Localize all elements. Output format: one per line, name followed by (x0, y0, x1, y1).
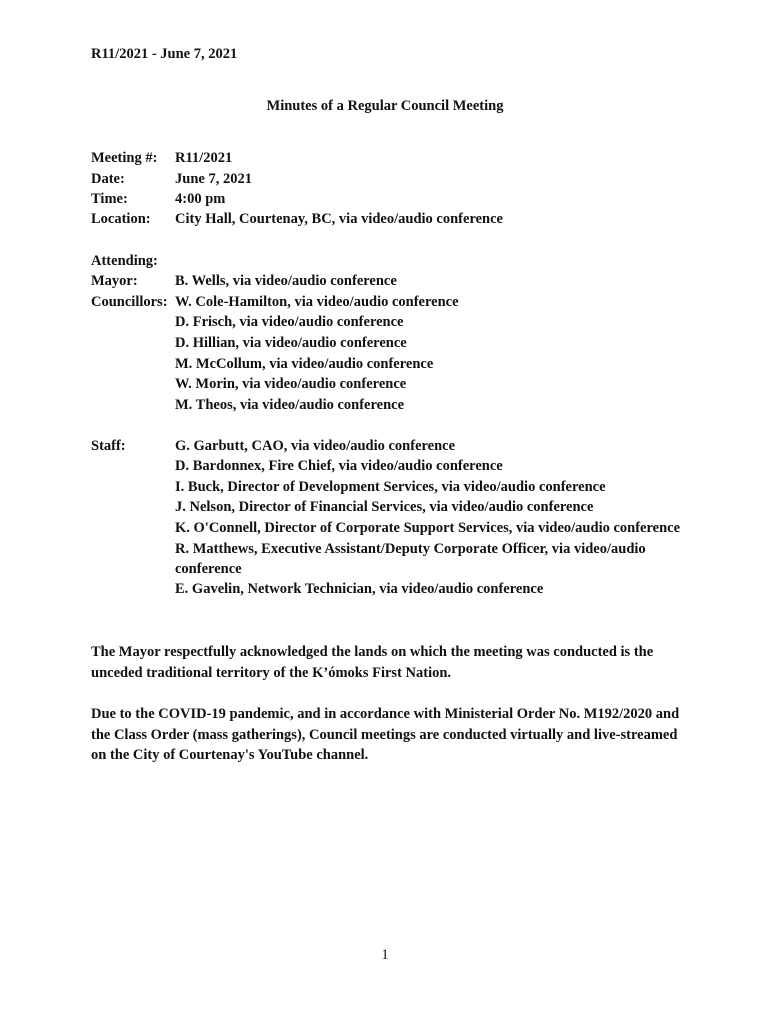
document-title: Minutes of a Regular Council Meeting (266, 98, 504, 114)
time-value: 4:00 pm (175, 191, 226, 207)
mayor-row (91, 273, 397, 290)
header-reference: R11/2021 - June 7, 2021 (91, 46, 238, 62)
page-number: 1 (381, 947, 389, 963)
councillor-item: M. McCollum, via video/audio conference (175, 356, 434, 372)
meeting-number-row (91, 150, 233, 167)
attending-heading-text: Attending: (91, 253, 158, 269)
councillors-label: Councillors: (91, 294, 168, 310)
staff-item: K. O'Connell, Director of Corporate Support Services, via video/audio conference (175, 520, 681, 536)
meeting-number-value: R11/2021 (175, 150, 233, 166)
staff-item: I. Buck, Director of Development Services, via video/audio conference (175, 479, 606, 495)
time-label: Time: (91, 191, 128, 207)
location-value: City Hall, Courtenay, BC, via video/audio conference (175, 211, 503, 227)
staff-item: D. Bardonnex, Fire Chief, via video/audio conference (175, 458, 503, 474)
time-row (91, 191, 226, 208)
date-value: June 7, 2021 (175, 171, 252, 187)
mayor-value: B. Wells, via video/audio conference (175, 273, 397, 289)
land-acknowledgement-paragraph: The Mayor respectfully acknowledged the lands on which the meeting was conducted is the unceded traditional territory of the K’ómoks First Nation. (91, 644, 654, 681)
staff-item: E. Gavelin, Network Technician, via video/audio conference (175, 581, 544, 597)
date-row (91, 171, 252, 188)
staff-row (91, 438, 175, 455)
staff-label: Staff: (91, 438, 126, 454)
location-row (91, 211, 503, 228)
date-label: Date: (91, 171, 125, 187)
staff-item: J. Nelson, Director of Financial Services, via video/audio conference (175, 499, 594, 515)
councillor-item: D. Hillian, via video/audio conference (175, 335, 407, 351)
meeting-number-label: Meeting #: (91, 150, 158, 166)
staff-item: R. Matthews, Executive Assistant/Deputy Corporate Officer, via video/audio (175, 541, 646, 557)
staff-item-continuation: conference (175, 561, 242, 577)
councillors-row (91, 294, 175, 311)
covid-notice-paragraph: Due to the COVID-19 pandemic, and in accordance with Ministerial Order No. M192/2020 and the Class Order (mass gatherings), Council meetings are conducted virtually and live-streamed on the City of Courtenay's YouTube channel. (91, 706, 680, 763)
mayor-label: Mayor: (91, 273, 138, 289)
councillor-item: W. Morin, via video/audio conference (175, 376, 407, 392)
councillor-item: D. Frisch, via video/audio conference (175, 314, 404, 330)
councillor-item: M. Theos, via video/audio conference (175, 397, 405, 413)
attending-heading (91, 253, 158, 270)
location-label: Location: (91, 211, 151, 227)
councillor-item: W. Cole-Hamilton, via video/audio conference (175, 294, 459, 310)
staff-item: G. Garbutt, CAO, via video/audio conference (175, 438, 456, 454)
